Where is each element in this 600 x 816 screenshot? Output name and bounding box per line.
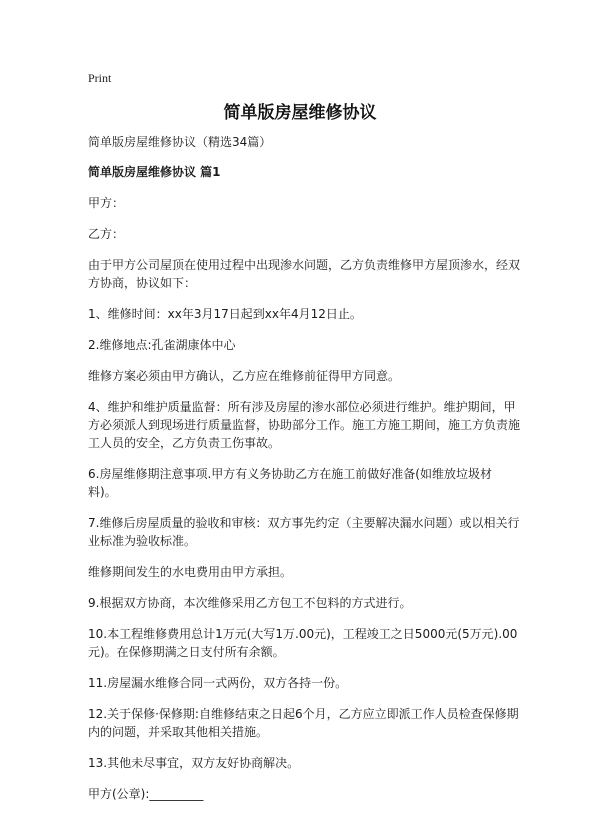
- signature-line: 甲方(公章):_________: [88, 787, 204, 801]
- party-a-line: 甲方：: [88, 196, 125, 210]
- clause-2: 2.维修地点:孔雀湖康体中心: [88, 338, 236, 352]
- document-title: 简单版房屋维修协议: [223, 103, 377, 123]
- clause-4: 4、维护和维护质量监督：所有涉及房屋的渗水部位必须进行维护。维护期间，甲方必须派人到现场进行质量监督，协助部分工作。施工方施工期间，施工方负责施工人员的安全，乙方负责工伤事故。: [88, 400, 521, 450]
- document-subtitle: 简单版房屋维修协议（精选34篇）: [88, 135, 272, 149]
- clause-7: 7.维修后房屋质量的验收和审核：双方事先约定（主要解决漏水问题）或以相关行业标准为验收标准。: [88, 516, 520, 548]
- section-heading: 简单版房屋维修协议 篇1: [88, 165, 221, 179]
- paragraph-intro: 由于甲方公司屋顶在使用过程中出现渗水问题，乙方负责维修甲方屋顶渗水，经双方协商，协议如下：: [88, 258, 521, 290]
- clause-6: 6.房屋维修期注意事项.甲方有义务协助乙方在施工前做好准备(如维放垃圾材料)。: [88, 467, 492, 499]
- document-body: [88, 133, 520, 816]
- clause-10: 10.本工程维修费用总计1万元(大写1万.00元)，工程竣工之日5000元(5万元).00元)。在保修期满之日支付所有余额。: [88, 627, 518, 659]
- clause-13: 13.其他未尽事宜，双方友好协商解决。: [88, 756, 300, 770]
- party-b-line: 乙方：: [88, 227, 125, 241]
- clause-12: 12.关于保修·保修期:自维修结束之日起6个月，乙方应立即派工作人员检查保修期内的问题，并采取其他相关措施。: [88, 707, 519, 739]
- clause-9: 9.根据双方协商，本次维修采用乙方包工不包料的方式进行。: [88, 596, 412, 610]
- clause-1: 1、维修时间：xx年3月17日起到xx年4月12日止。: [88, 307, 362, 321]
- clause-plan: 维修方案必须由甲方确认，乙方应在维修前征得甲方同意。: [88, 369, 401, 383]
- clause-11: 11.房屋漏水维修合同一式两份，双方各持一份。: [88, 676, 348, 690]
- clause-utilities: 维修期间发生的水电费用由甲方承担。: [88, 565, 293, 579]
- print-link[interactable]: Print: [88, 71, 112, 85]
